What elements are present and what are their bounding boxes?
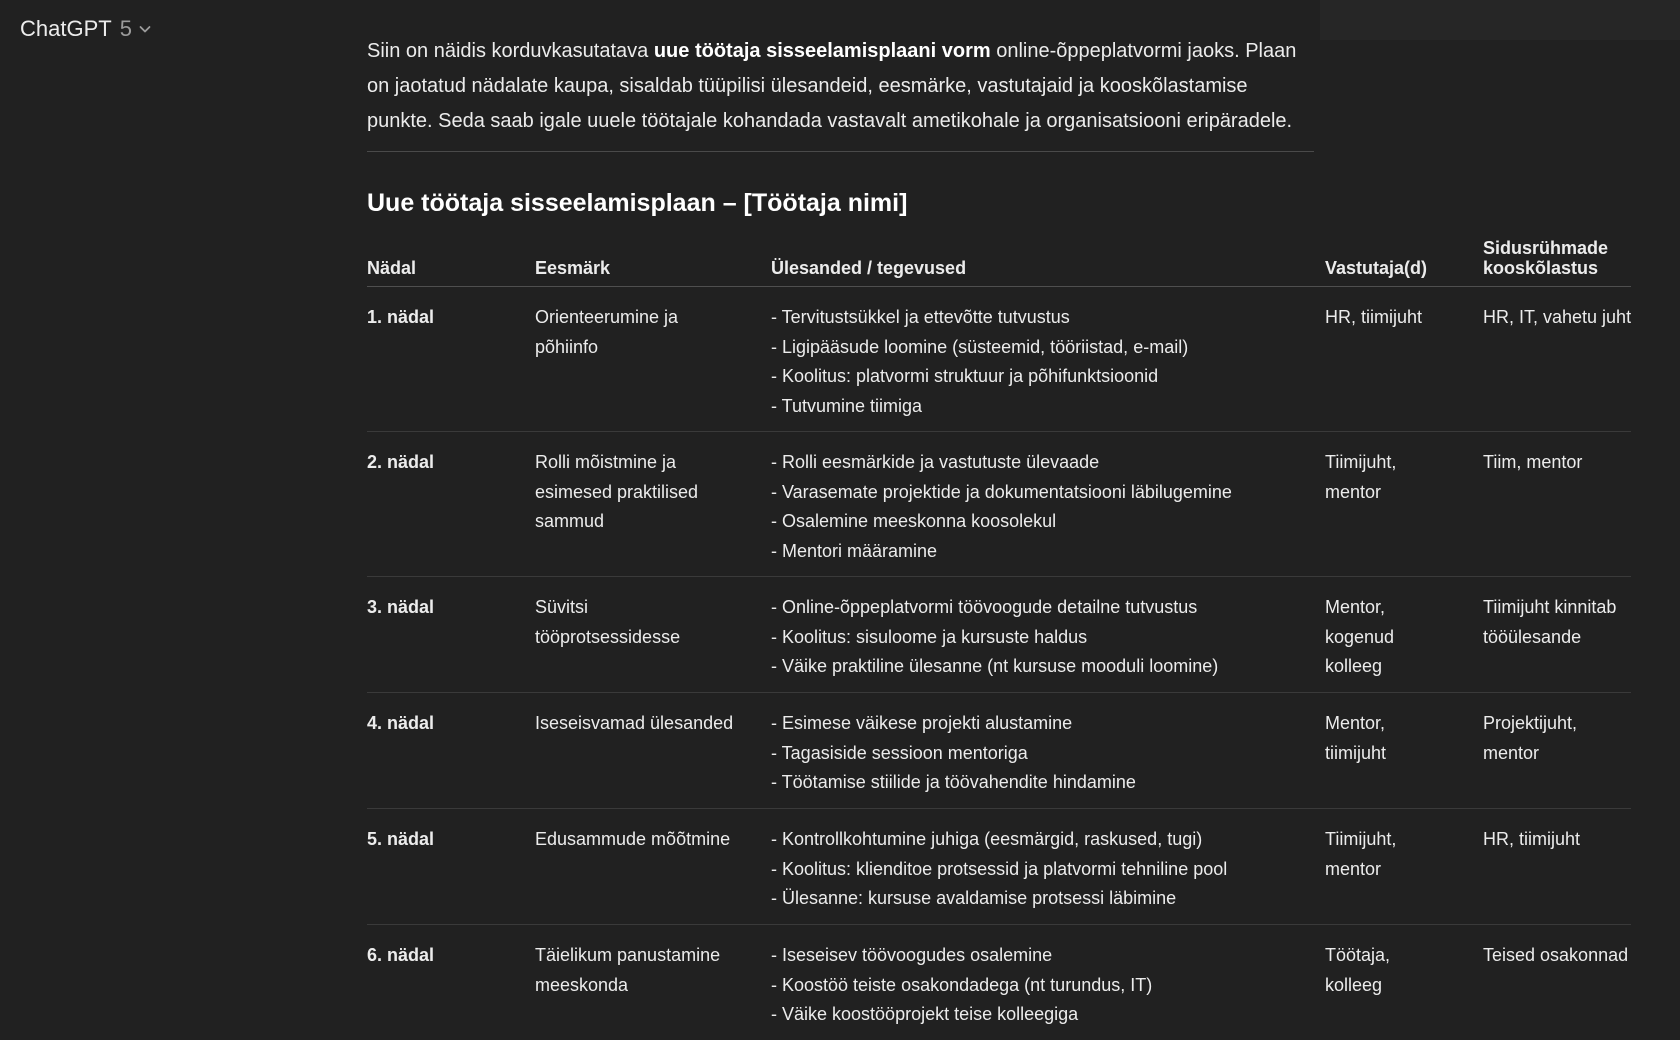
top-right-shade	[1320, 0, 1680, 40]
cell-tasks-line: - Tervitustsükkel ja ettevõtte tutvustus	[771, 307, 1070, 327]
cell-week: 1. nädal	[367, 307, 435, 327]
table-body	[367, 287, 1631, 1040]
header-goal: Eesmärk	[535, 258, 611, 278]
divider	[367, 151, 1314, 152]
intro-text-bold: uue töötaja sisseelamisplaani vorm	[653, 40, 991, 62]
cell-owners-line: tiimijuht	[1325, 742, 1387, 763]
cell-week: 6. nädal	[367, 945, 435, 965]
cell-goal	[535, 709, 755, 739]
intro-paragraph	[367, 34, 1317, 139]
cell-goal	[535, 825, 755, 855]
cell-tasks-line: - Ligipääsude loomine (süsteemid, tööriistad, e-mail)	[771, 336, 1189, 357]
table-header	[367, 236, 1631, 287]
cell-tasks-line: - Koolitus: platvormi struktuur ja põhifunktsioonid	[771, 366, 1159, 387]
cell-stakeholders-line: HR, tiimijuht	[1483, 829, 1581, 849]
cell-goal-line: Edusammude mõõtmine	[535, 829, 731, 849]
cell-owners	[1325, 303, 1475, 333]
cell-tasks	[771, 593, 1311, 682]
cell-tasks-line: - Osalemine meeskonna koosolekul	[771, 511, 1057, 532]
cell-tasks-line: - Online-õppeplatvormi töövoogude detailne tutvustus	[771, 597, 1198, 617]
model-version: 5	[119, 16, 132, 41]
cell-owners-line: kolleeg	[1325, 656, 1383, 677]
header-stakeholders: Sidusrühmade kooskõlastus	[1483, 238, 1609, 278]
cell-owners-line: kolleeg	[1325, 974, 1383, 995]
cell-stakeholders-line: HR, IT, vahetu juht	[1483, 307, 1632, 327]
model-name: ChatGPT	[20, 16, 112, 41]
cell-stakeholders	[1483, 941, 1633, 971]
cell-stakeholders	[1483, 709, 1633, 768]
header-owners: Vastutaja(d)	[1325, 258, 1428, 278]
cell-stakeholders-line: mentor	[1483, 742, 1540, 763]
table-row	[367, 925, 1631, 1040]
cell-tasks-line: - Iseseisev töövoogudes osalemine	[771, 945, 1053, 965]
table-row	[367, 809, 1631, 925]
cell-stakeholders-line: Projektijuht,	[1483, 713, 1578, 733]
cell-goal-line: Orienteerumine ja	[535, 307, 679, 327]
cell-week: 3. nädal	[367, 597, 435, 617]
cell-owners	[1325, 709, 1475, 768]
cell-owners-line: kogenud	[1325, 626, 1395, 647]
cell-owners	[1325, 941, 1475, 1000]
cell-goal-line: Iseseisvamad ülesanded	[535, 713, 734, 733]
cell-goal-line: põhiinfo	[535, 336, 599, 357]
cell-tasks	[771, 448, 1311, 566]
cell-tasks-line: - Koolitus: klienditoe protsessid ja platvormi tehniline pool	[771, 858, 1228, 879]
cell-goal	[535, 303, 755, 362]
cell-goal-line: esimesed praktilised	[535, 481, 699, 502]
cell-stakeholders-line: tööülesande	[1483, 626, 1582, 647]
cell-owners-line: Tiimijuht,	[1325, 452, 1397, 472]
plan-heading: Uue töötaja sisseelamisplaan – [Töötaja nimi]	[367, 189, 908, 217]
cell-tasks-line: - Koolitus: sisuloome ja kursuste haldus	[771, 626, 1088, 647]
cell-goal-line: tööprotsessidesse	[535, 626, 681, 647]
cell-owners	[1325, 593, 1475, 682]
cell-goal-line: Täielikum panustamine	[535, 945, 721, 965]
cell-goal	[535, 593, 755, 652]
cell-tasks-line: - Rolli eesmärkide ja vastutuste ülevaade	[771, 452, 1100, 472]
cell-tasks-line: - Väike praktiline ülesanne (nt kursuse mooduli loomine)	[771, 656, 1219, 677]
cell-owners-line: Töötaja,	[1325, 945, 1391, 965]
table-row	[367, 693, 1631, 809]
header-tasks: Ülesanded / tegevused	[771, 258, 967, 278]
cell-owners-line: Mentor,	[1325, 597, 1386, 617]
cell-tasks	[771, 825, 1311, 914]
chevron-down-icon	[138, 22, 152, 36]
cell-stakeholders	[1483, 303, 1633, 333]
cell-tasks-line: - Koostöö teiste osakondadega (nt turundus, IT)	[771, 974, 1153, 995]
cell-tasks-line: - Kontrollkohtumine juhiga (eesmärgid, raskused, tugi)	[771, 829, 1203, 849]
cell-goal	[535, 448, 755, 537]
table-row	[367, 287, 1631, 432]
cell-owners-line: HR, tiimijuht	[1325, 307, 1423, 327]
cell-tasks	[771, 941, 1311, 1030]
cell-tasks-line: - Väike koostööprojekt teise kolleegiga	[771, 1004, 1079, 1025]
intro-text-before: Siin on näidis korduvkasutatava	[367, 40, 654, 62]
cell-owners-line: mentor	[1325, 858, 1382, 879]
cell-stakeholders	[1483, 593, 1633, 652]
cell-week: 4. nädal	[367, 713, 435, 733]
cell-week: 5. nädal	[367, 829, 435, 849]
cell-tasks-line: - Esimese väikese projekti alustamine	[771, 713, 1073, 733]
cell-stakeholders-line: Teised osakonnad	[1483, 945, 1629, 965]
onboarding-table	[367, 236, 1631, 1040]
cell-stakeholders	[1483, 825, 1633, 855]
cell-goal-line: meeskonda	[535, 974, 629, 995]
cell-goal	[535, 941, 755, 1000]
cell-tasks	[771, 709, 1311, 798]
table-row	[367, 577, 1631, 693]
cell-tasks-line: - Ülesanne: kursuse avaldamise protsessi läbimine	[771, 888, 1177, 909]
cell-tasks-line: - Töötamise stiilide ja töövahendite hindamine	[771, 772, 1136, 793]
intro-text-after: online-õppeplatvormi jaoks. Plaan on jaotatud nädalate kaupa, sisaldab tüüpilisi ülesandeid, eesmärke, vastutajaid ja kooskõlastamise punkte. Seda saab igale uuele töötajale kohandada vastavalt ametikohale ja organisatsiooni eripäradele.	[367, 40, 1297, 132]
cell-owners-line: Mentor,	[1325, 713, 1386, 733]
cell-goal-line: Rolli mõistmine ja	[535, 452, 677, 472]
cell-tasks-line: - Tutvumine tiimiga	[771, 395, 923, 416]
cell-tasks-line: - Mentori määramine	[771, 540, 938, 561]
cell-tasks	[771, 303, 1311, 421]
cell-tasks-line: - Tagasiside sessioon mentoriga	[771, 742, 1028, 763]
cell-stakeholders	[1483, 448, 1633, 478]
cell-owners-line: Tiimijuht,	[1325, 829, 1397, 849]
table-row	[367, 432, 1631, 577]
cell-stakeholders-line: Tiimijuht kinnitab	[1483, 597, 1617, 617]
cell-goal-line: Süvitsi	[535, 597, 589, 617]
cell-week: 2. nädal	[367, 452, 435, 472]
cell-goal-line: sammud	[535, 511, 605, 532]
cell-owners	[1325, 825, 1475, 884]
cell-owners	[1325, 448, 1475, 507]
model-switcher[interactable]	[20, 16, 152, 42]
cell-stakeholders-line: Tiim, mentor	[1483, 452, 1583, 472]
cell-owners-line: mentor	[1325, 481, 1382, 502]
header-week: Nädal	[367, 258, 417, 278]
cell-tasks-line: - Varasemate projektide ja dokumentatsiooni läbilugemine	[771, 481, 1232, 502]
